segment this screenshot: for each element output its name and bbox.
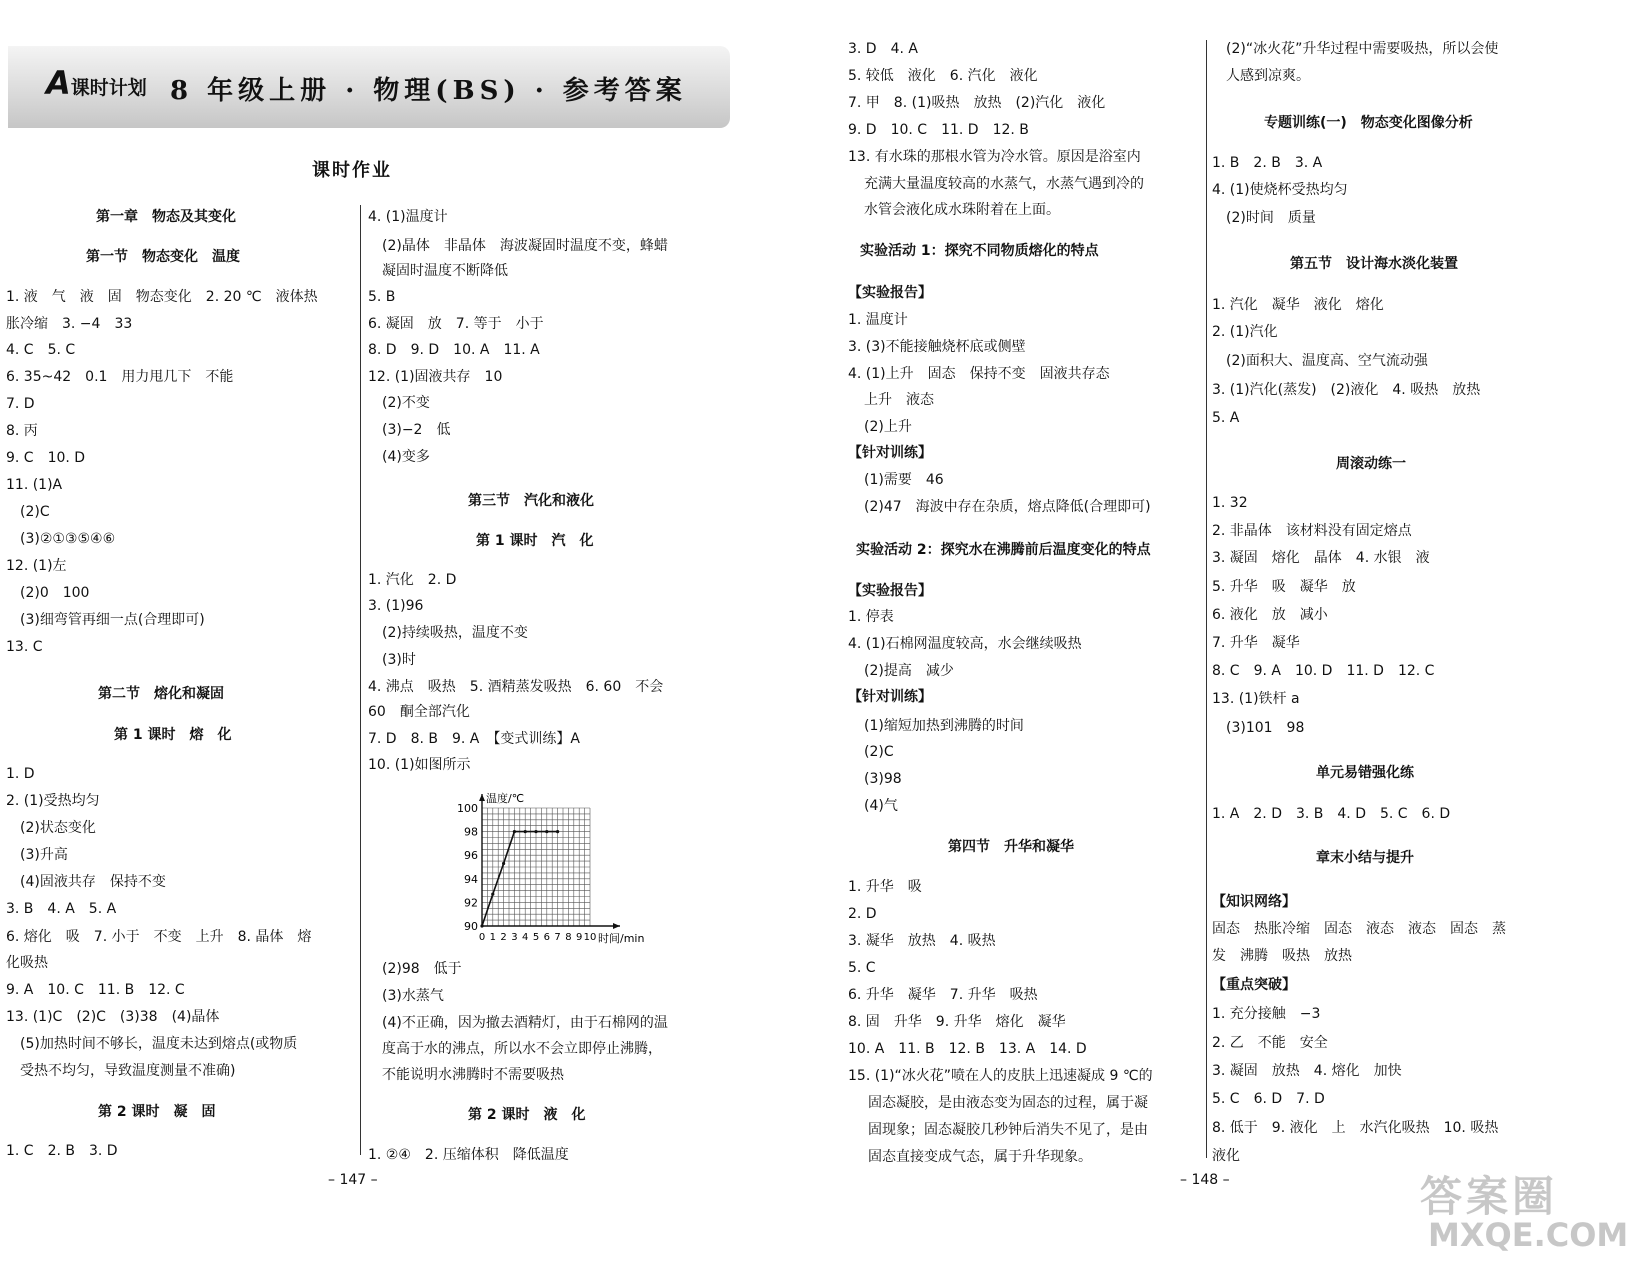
x-axis-label: 时间/min: [598, 932, 645, 945]
header-banner: [8, 46, 730, 128]
answer-line: 4. (1)上升 固态 保持不变 固液共存态: [848, 366, 1110, 382]
answer-line: (2)98 低于: [382, 961, 462, 977]
header-title: 8 年级上册 · 物理(BS) · 参考答案: [170, 76, 687, 106]
answer-line: 3. 凝固 放热 4. 熔化 加快: [1212, 1063, 1402, 1079]
answer-line: 度高于水的沸点，所以水不会立即停止沸腾，: [382, 1041, 662, 1057]
column-divider: [1206, 40, 1207, 1158]
answer-line: 4. (1)使烧杯受热均匀: [1212, 182, 1348, 198]
x-tick-label: 1: [489, 932, 496, 943]
answer-line: (2)时间 质量: [1226, 210, 1316, 226]
x-tick-label: 7: [554, 932, 561, 943]
section-heading: 第一节 物态变化 温度: [86, 249, 240, 265]
section-heading: 第 2 课时 液 化: [468, 1107, 586, 1123]
answer-line: 8. C 9. A 10. D 11. D 12. C: [1212, 663, 1435, 679]
section-heading: 第 1 课时 汽 化: [476, 533, 594, 549]
page-left: [0, 0, 800, 1278]
answer-line: 12. (1)左: [6, 558, 67, 574]
answer-line: 6. 35~42 0.1 用力甩几下 不能: [6, 369, 234, 385]
answer-line: 1. ②④ 2. 压缩体积 降低温度: [368, 1147, 569, 1163]
answer-line: 人感到凉爽。: [1226, 68, 1310, 84]
x-tick-label: 10: [583, 932, 597, 943]
section-heading: 实验活动 1：探究不同物质熔化的特点: [860, 243, 1099, 259]
answer-line: 3. (1)96: [368, 598, 424, 614]
section-heading: 【实验报告】: [848, 285, 932, 301]
answer-line: 1. 充分接触 −3: [1212, 1006, 1321, 1022]
section-title: 课时作业: [312, 160, 392, 181]
answer-line: 1. 升华 吸: [848, 879, 922, 895]
column-divider: [360, 205, 361, 1155]
section-heading: 专题训练(一) 物态变化图像分析: [1264, 115, 1473, 131]
x-tick-label: 3: [511, 932, 518, 943]
answer-line: 11. (1)A: [6, 477, 63, 493]
answer-line: (3)101 98: [1226, 720, 1305, 736]
answer-line: 1. 汽化 2. D: [368, 572, 457, 588]
answer-line: 1. 停表: [848, 609, 894, 625]
answer-line: (2)面积大、温度高、空气流动强: [1226, 353, 1428, 369]
data-point: [545, 830, 548, 833]
answer-line: 2. (1)受热均匀: [6, 793, 100, 809]
data-point: [491, 893, 494, 896]
answer-line: 13. (1)C (2)C (3)38 (4)晶体: [6, 1009, 220, 1025]
section-heading: 第四节 升华和凝华: [948, 839, 1074, 855]
answer-line: 5. A: [1212, 410, 1240, 426]
answer-line: 8. D 9. D 10. A 11. A: [368, 342, 540, 358]
logo-a: A: [46, 64, 71, 102]
answer-line: 12. (1)固液共存 10: [368, 369, 503, 385]
y-axis-label: 温度/℃: [486, 792, 525, 805]
answer-line: 60 酮全部汽化: [368, 704, 470, 720]
answer-line: (2)提高 减少: [864, 663, 954, 679]
answer-line: 1. A 2. D 3. B 4. D 5. C 6. D: [1212, 806, 1451, 822]
section-heading: 单元易错强化练: [1316, 765, 1414, 781]
answer-line: 固态 热胀冷缩 固态 液态 液态 固态 蒸: [1212, 921, 1506, 937]
answer-line: 1. 32: [1212, 495, 1248, 511]
page-number-right: – 148 –: [1180, 1172, 1230, 1188]
answer-line: 3. 凝固 熔化 晶体 4. 水银 液: [1212, 550, 1430, 566]
answer-line: 3. (1)汽化(蒸发) (2)液化 4. 吸热 放热: [1212, 382, 1481, 398]
answer-line: 上升 液态: [864, 392, 934, 408]
answer-line: 1. C 2. B 3. D: [6, 1143, 118, 1159]
x-tick-label: 6: [543, 932, 550, 943]
answer-line: 1. 液 气 液 固 物态变化 2. 20 ℃ 液体热: [6, 289, 318, 305]
data-point: [534, 830, 537, 833]
answer-line: (2)C: [20, 504, 50, 520]
x-tick-label: 2: [500, 932, 507, 943]
answer-line: 固态直接变成气态，属于升华现象。: [868, 1149, 1092, 1165]
page-number-left: – 147 –: [328, 1172, 378, 1188]
answer-line: 3. B 4. A 5. A: [6, 901, 117, 917]
x-tick-label: 5: [532, 932, 540, 943]
answer-line: (2)C: [864, 744, 894, 760]
x-tick-label: 9: [576, 932, 583, 943]
answer-line: 1. B 2. B 3. A: [1212, 155, 1323, 171]
answer-line: 5. 升华 吸 凝华 放: [1212, 579, 1356, 595]
answer-line: (2)状态变化: [20, 820, 96, 836]
answer-line: (4)气: [864, 798, 898, 814]
y-tick-label: 98: [464, 825, 478, 839]
answer-line: 6. 凝固 放 7. 等于 小于: [368, 316, 544, 332]
answer-line: (2)“冰火花”升华过程中需要吸热，所以会使: [1226, 41, 1499, 57]
section-heading: 【针对训练】: [848, 689, 932, 705]
answer-line: 3. D 4. A: [848, 41, 918, 57]
section-heading: 实验活动 2：探究水在沸腾前后温度变化的特点: [856, 542, 1151, 558]
answer-line: (3)升高: [20, 847, 68, 863]
answer-line: 4. 沸点 吸热 5. 酒精蒸发吸热 6. 60 不会: [368, 679, 664, 695]
answer-line: 13. (1)铁杆 a: [1212, 691, 1300, 707]
data-point: [524, 830, 527, 833]
section-heading: 第三节 汽化和液化: [468, 493, 594, 509]
answer-line: 7. 升华 凝华: [1212, 635, 1300, 651]
answer-line: 凝固时温度不断降低: [382, 263, 508, 279]
answer-line: 1. 汽化 凝华 液化 熔化: [1212, 297, 1384, 313]
x-tick-label: 0: [478, 932, 486, 943]
section-heading: 第 2 课时 凝 固: [98, 1104, 216, 1120]
answer-line: 1. 温度计: [848, 312, 908, 328]
y-tick-label: 94: [464, 872, 478, 886]
answer-line: 水管会液化成水珠附着在上面。: [864, 202, 1060, 218]
answer-line: (3)98: [864, 771, 902, 787]
section-heading: 第 1 课时 熔 化: [114, 727, 232, 743]
temperature-time-chart: [448, 780, 658, 950]
answer-line: (3)时: [382, 652, 416, 668]
page-right: [800, 0, 1628, 1278]
section-heading: 【实验报告】: [848, 583, 932, 599]
answer-line: 不能说明水沸腾时不需要吸热: [382, 1067, 564, 1083]
answer-line: (4)固液共存 保持不变: [20, 874, 166, 890]
answer-line: (1)缩短加热到沸腾的时间: [864, 718, 1024, 734]
answer-line: 2. (1)汽化: [1212, 324, 1278, 340]
answer-line: 3. 凝华 放热 4. 吸热: [848, 933, 996, 949]
answer-line: (3)−2 低: [382, 422, 451, 438]
answer-line: 7. D: [6, 396, 35, 412]
section-heading: 【知识网络】: [1212, 894, 1296, 910]
answer-line: 4. C 5. C: [6, 342, 76, 358]
section-heading: 章末小结与提升: [1316, 850, 1414, 866]
answer-line: 5. C 6. D 7. D: [1212, 1091, 1325, 1107]
x-tick-label: 8: [565, 932, 572, 943]
answer-line: 5. 较低 液化 6. 汽化 液化: [848, 68, 1038, 84]
answer-line: 13. C: [6, 639, 43, 655]
data-point: [480, 924, 483, 927]
answer-line: (2)上升: [864, 419, 912, 435]
answer-line: 液化: [1212, 1148, 1240, 1164]
answer-line: 6. 熔化 吸 7. 小于 不变 上升 8. 晶体 熔: [6, 929, 312, 945]
section-heading: 第二节 熔化和凝固: [98, 686, 224, 702]
watermark-site: MXQE.COM: [1428, 1216, 1628, 1254]
data-point: [513, 830, 516, 833]
x-axis-arrow: [613, 923, 620, 929]
answer-line: 1. D: [6, 766, 35, 782]
answer-line: 2. 乙 不能 安全: [1212, 1035, 1328, 1051]
answer-line: 5. B: [368, 289, 396, 305]
answer-line: 15. (1)“冰火花”喷在人的皮肤上迅速凝成 9 ℃的: [848, 1068, 1153, 1084]
answer-line: 固现象；固态凝胶几秒钟后消失不见了，是由: [868, 1122, 1148, 1138]
answer-line: 胀冷缩 3. −4 33: [6, 316, 133, 332]
answer-line: (5)加热时间不够长，温度未达到熔点(或物质: [20, 1036, 298, 1052]
answer-line: 10. (1)如图所示: [368, 757, 471, 773]
logo-text: 课时计划: [70, 77, 147, 99]
answer-line: 7. 甲 8. (1)吸热 放热 (2)汽化 液化: [848, 95, 1106, 111]
answer-line: 充满大量温度较高的水蒸气，水蒸气遇到冷的: [864, 176, 1144, 192]
y-tick-label: 96: [464, 849, 478, 863]
answer-line: (2)47 海波中存在杂质，熔点降低(合理即可): [864, 499, 1151, 515]
y-tick-label: 90: [464, 920, 478, 933]
answer-line: 受热不均匀，导致温度测量不准确): [20, 1063, 236, 1079]
answer-line: 13. 有水珠的那根水管为冷水管。原因是浴室内: [848, 149, 1141, 165]
answer-line: 4. (1)石棉网温度较高，水会继续吸热: [848, 636, 1082, 652]
answer-line: 9. A 10. C 11. B 12. C: [6, 982, 185, 998]
answer-line: (2)持续吸热，温度不变: [382, 625, 528, 641]
answer-line: 化吸热: [6, 955, 48, 971]
answer-line: 6. 升华 凝华 7. 升华 吸热: [848, 987, 1038, 1003]
answer-line: (3)水蒸气: [382, 988, 444, 1004]
answer-line: 8. 低于 9. 液化 上 水汽化吸热 10. 吸热: [1212, 1120, 1499, 1136]
answer-line: 9. D 10. C 11. D 12. B: [848, 122, 1029, 138]
answer-line: 6. 液化 放 减小: [1212, 607, 1328, 623]
y-tick-label: 100: [457, 802, 478, 815]
answer-line: (3)细弯管再细一点(合理即可): [20, 612, 205, 628]
data-point: [502, 862, 505, 865]
section-heading: 【针对训练】: [848, 445, 932, 461]
answer-line: 9. C 10. D: [6, 450, 86, 466]
answer-line: 2. 非晶体 该材料没有固定熔点: [1212, 523, 1412, 539]
answer-line: 5. C: [848, 960, 876, 976]
section-heading: 【重点突破】: [1212, 977, 1296, 993]
section-heading: 第五节 设计海水淡化装置: [1290, 256, 1458, 272]
watermark-brand: 答案圈: [1420, 1172, 1559, 1221]
answer-line: 7. D 8. B 9. A 【变式训练】A: [368, 731, 580, 747]
answer-line: 3. (3)不能接触烧杯底或侧壁: [848, 339, 1026, 355]
answer-line: 4. (1)温度计: [368, 209, 448, 225]
answer-line: 8. 丙: [6, 423, 38, 439]
section-heading: 第一章 物态及其变化: [96, 209, 236, 225]
y-axis-arrow: [479, 794, 485, 801]
answer-line: (4)不正确，因为撤去酒精灯，由于石棉网的温: [382, 1015, 668, 1031]
x-tick-label: 4: [522, 932, 529, 943]
y-tick-label: 92: [464, 896, 478, 910]
answer-line: (4)变多: [382, 449, 430, 465]
answer-line: (3)②①③⑤④⑥: [20, 531, 116, 547]
answer-line: (2)0 100: [20, 585, 90, 601]
section-heading: 周滚动练一: [1336, 456, 1406, 472]
answer-line: 8. 固 升华 9. 升华 熔化 凝华: [848, 1014, 1066, 1030]
answer-line: 10. A 11. B 12. B 13. A 14. D: [848, 1041, 1087, 1057]
logo: [46, 64, 147, 102]
data-point: [556, 830, 559, 833]
answer-line: 2. D: [848, 906, 877, 922]
answer-line: (1)需要 46: [864, 472, 944, 488]
answer-line: 固态凝胶，是由液态变为固态的过程，属于凝: [868, 1095, 1148, 1111]
answer-line: 发 沸腾 吸热 放热: [1212, 948, 1352, 964]
answer-line: (2)不变: [382, 395, 430, 411]
answer-line: (2)晶体 非晶体 海波凝固时温度不变，蜂蜡: [382, 238, 668, 254]
